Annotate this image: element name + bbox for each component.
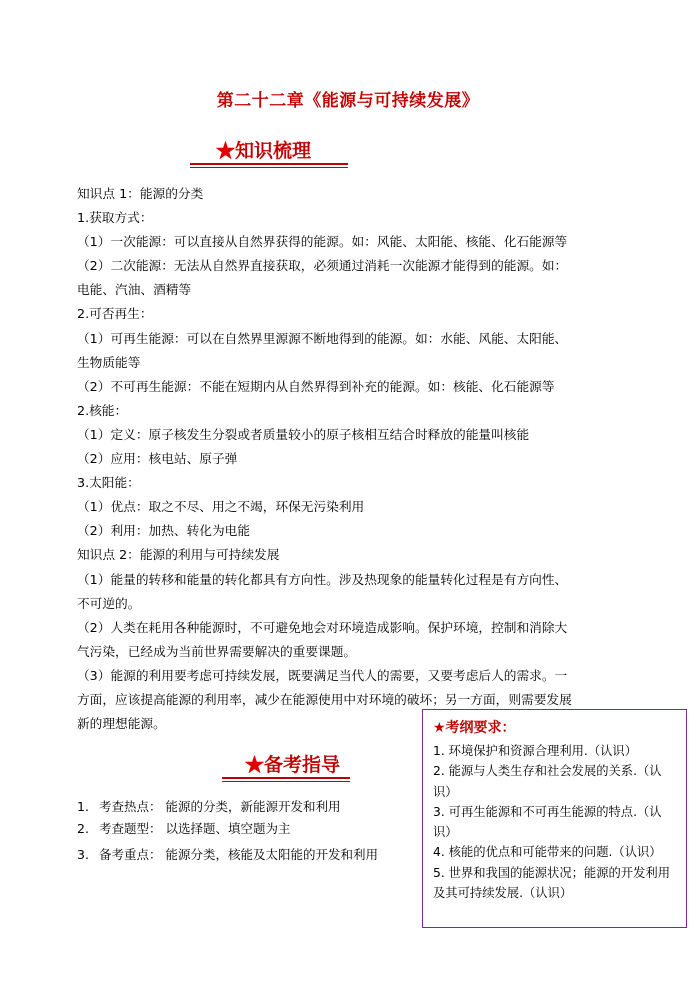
syllabus-box bbox=[422, 709, 687, 928]
section-heading-knowledge bbox=[216, 136, 311, 163]
content-line: 方面，应该提高能源的利用率，减少在能源使用中对环境的破坏；另一方面，则需要发展 bbox=[77, 691, 572, 707]
content-line: （1）能量的转移和能量的转化都具有方向性。涉及热现象的能量转化过程是有方向性、 bbox=[77, 571, 568, 587]
content-line: 知识点 2：能源的利用与可持续发展 bbox=[77, 547, 280, 563]
star-icon: ★ bbox=[245, 754, 265, 776]
content-line: 2.可否再生： bbox=[77, 306, 153, 322]
guide-number: 3. bbox=[77, 847, 89, 862]
section-label: 备考指导 bbox=[264, 754, 341, 776]
chapter-title: 第二十二章《能源与可持续发展》 bbox=[216, 91, 480, 111]
content-line: （1）定义：原子核发生分裂或者质量较小的原子核相互结合时释放的能量叫核能 bbox=[77, 426, 530, 442]
guide-item bbox=[77, 797, 340, 815]
guide-text: 考查热点： 能源的分类，新能源开发和利用 bbox=[99, 799, 341, 814]
guide-number: 2. bbox=[77, 821, 89, 836]
content-line: 2.核能： bbox=[77, 402, 128, 418]
section-label: 知识梳理 bbox=[235, 140, 312, 162]
content-line: （1）一次能源：可以直接从自然界获得的能源。如：风能、太阳能、核能、化石能源等 bbox=[77, 234, 568, 250]
content-line: （2）人类在耗用各种能源时，不可避免地会对环境造成影响。保护环境，控制和消除大 bbox=[77, 619, 568, 635]
syllabus-item: 5. 世界和我国的能源状况；能源的开发利用及其可持续发展.（认识） bbox=[433, 865, 670, 901]
content-line: 电能、汽油、酒精等 bbox=[77, 282, 192, 298]
syllabus-title: ★考纲要求： bbox=[433, 720, 516, 736]
content-line: （2）应用：核电站、原子弹 bbox=[77, 451, 238, 467]
content-line: 生物质能等 bbox=[77, 354, 141, 370]
content-line: （2）利用：加热、转化为电能 bbox=[77, 523, 251, 539]
content-line: （3）能源的利用要考虑可持续发展，既要满足当代人的需要，又要考虑后人的需求。一 bbox=[77, 667, 568, 683]
content-line: 不可逆的。 bbox=[77, 595, 141, 611]
knowledge-content bbox=[77, 182, 637, 736]
content-line: 3.太阳能： bbox=[77, 475, 140, 491]
heading-underline bbox=[190, 163, 348, 165]
guide-number: 1. bbox=[77, 799, 89, 814]
content-line: 1.获取方式： bbox=[77, 210, 153, 226]
section-heading-guide bbox=[245, 750, 340, 777]
syllabus-item: 4. 核能的优点和可能带来的问题.（认识） bbox=[433, 845, 662, 860]
content-line: 气污染，已经成为当前世界需要解决的重要课题。 bbox=[77, 643, 357, 659]
content-line: （2）二次能源：无法从自然界直接获取，必须通过消耗一次能源才能得到的能源。如： bbox=[77, 258, 568, 274]
syllabus-item: 2. 能源与人类生存和社会发展的关系.（认识） bbox=[433, 764, 662, 799]
content-line: （1）可再生能源：可以在自然界里源源不断地得到的能源。如：水能、风能、太阳能、 bbox=[77, 330, 568, 346]
content-line: 新的理想能源。 bbox=[77, 716, 166, 732]
guide-text: 备考重点： 能源分类，核能及太阳能的开发和利用 bbox=[99, 847, 378, 862]
guide-text: 考查题型： 以选择题、填空题为主 bbox=[99, 821, 291, 836]
heading-underline-thin bbox=[190, 167, 348, 168]
syllabus-item: 1. 环境保护和资源合理利用.（认识） bbox=[433, 744, 638, 758]
content-line: 知识点 1：能源的分类 bbox=[77, 186, 204, 201]
syllabus-item: 3. 可再生能源和不可再生能源的特点.（认识） bbox=[433, 804, 662, 840]
guide-item bbox=[77, 819, 290, 837]
guide-item bbox=[77, 845, 378, 863]
content-line: （1）优点：取之不尽、用之不竭，环保无污染利用 bbox=[77, 499, 365, 515]
content-line: （2）不可再生能源：不能在短期内从自然界得到补充的能源。如：核能、化石能源等 bbox=[77, 378, 555, 394]
heading-underline-thin bbox=[222, 781, 350, 782]
heading-underline bbox=[222, 777, 350, 779]
star-icon: ★ bbox=[216, 140, 236, 162]
